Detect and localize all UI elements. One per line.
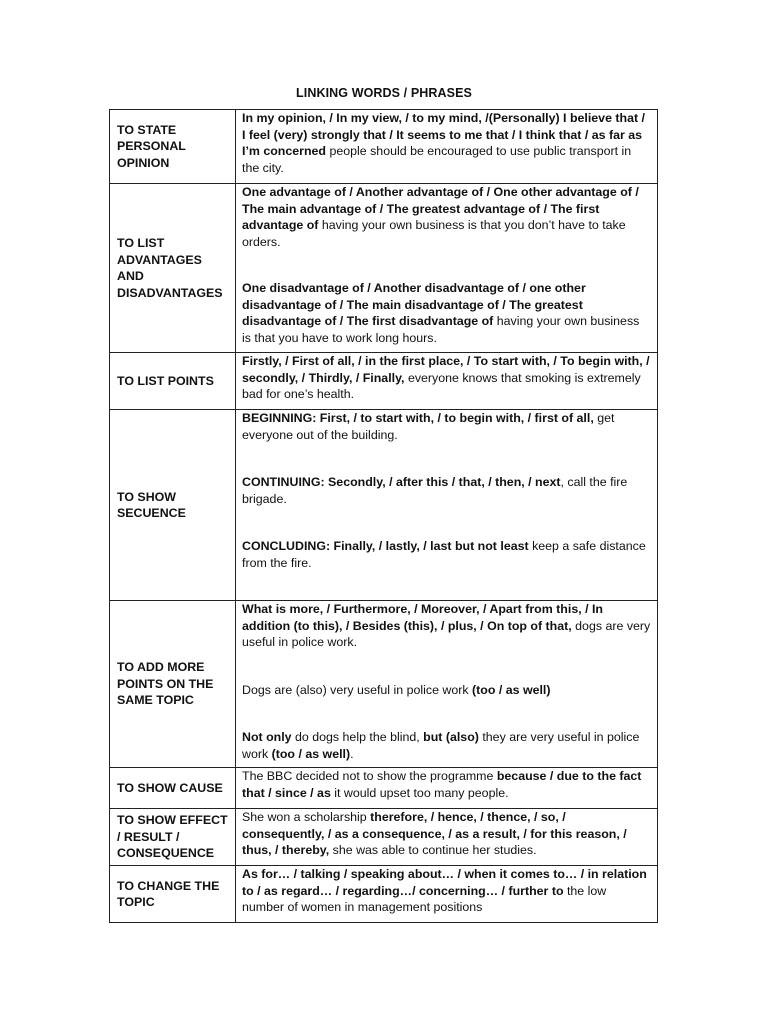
linking-phrase: Firstly, / First of all, / in the first place, / To start with, / To begin with, / secondly, / Thirdly, / Finally,	[242, 354, 650, 385]
linking-phrase: CONTINUING: Secondly, / after this / that, / then, / next	[242, 475, 561, 489]
example-text: people should be encouraged to use public transport in the city.	[242, 144, 632, 175]
example-text: having your own business is that you have to work long hours.	[242, 314, 640, 345]
linking-phrase: Not only	[242, 730, 292, 744]
example-paragraph	[242, 538, 651, 571]
example-paragraph	[242, 410, 651, 443]
example-text: get everyone out of the building.	[242, 411, 615, 442]
linking-phrase: In my opinion, / In my view, / to my mind, /(Personally) I believe that / I feel (very) strongly that / It seems to me that / I think that / as far as I’m concerned	[242, 111, 646, 158]
table-row	[110, 809, 658, 866]
example-text: having your own business is that you don’t have to take orders.	[242, 218, 626, 249]
category-cell	[110, 184, 236, 353]
example-cell	[236, 410, 658, 601]
category-label: TO LIST POINTS	[117, 373, 214, 388]
category-cell	[110, 410, 236, 601]
linking-phrase: What is more, / Furthermore, / Moreover, / Apart from this, / In addition (to this), / Besides (this), / plus, / On top of that,	[242, 602, 603, 633]
category-label: TO CHANGE THE TOPIC	[117, 878, 220, 909]
example-cell	[236, 353, 658, 410]
example-paragraph	[242, 474, 651, 507]
example-cell	[236, 601, 658, 768]
example-paragraph	[242, 809, 651, 859]
example-paragraph	[242, 768, 651, 801]
example-cell	[236, 110, 658, 184]
linking-words-table	[109, 109, 658, 923]
linking-phrase: CONCLUDING: Finally, / lastly, / last but not least	[242, 539, 529, 553]
paragraph-gap	[242, 250, 651, 280]
example-cell	[236, 866, 658, 923]
example-paragraph	[242, 280, 651, 346]
linking-phrase: One advantage of / Another advantage of / One other advantage of / The main advantage of / The greatest advantage of / The first advantage of	[242, 185, 639, 232]
category-cell	[110, 601, 236, 768]
example-paragraph	[242, 353, 651, 403]
example-paragraph	[242, 110, 651, 176]
paragraph-gap	[242, 651, 651, 682]
table-row	[110, 768, 658, 809]
example-text: .	[350, 746, 354, 761]
category-label: TO SHOW EFFECT / RESULT / CONSEQUENCE	[117, 813, 228, 861]
category-cell	[110, 353, 236, 410]
example-paragraph	[242, 184, 651, 250]
example-text: everyone knows that smoking is extremely bad for one’s health.	[242, 370, 641, 401]
page-title: LINKING WORDS / PHRASES	[296, 86, 472, 100]
category-label: TO ADD MORE POINTS ON THE SAME TOPIC	[117, 660, 214, 708]
category-cell	[110, 866, 236, 923]
example-paragraph	[242, 682, 651, 699]
example-text: dogs are very useful in police work.	[242, 618, 651, 649]
paragraph-gap	[242, 443, 651, 474]
category-label: TO SHOW SECUENCE	[117, 489, 186, 520]
linking-phrase: but (also)	[423, 730, 479, 744]
category-cell	[110, 110, 236, 184]
example-text: The BBC decided not to show the programme	[242, 769, 497, 783]
linking-phrase: As for… / talking / speaking about… / when it comes to… / in relation to / as regard… / regarding…/ concerning… / further to	[242, 867, 647, 898]
category-label: TO SHOW CAUSE	[117, 780, 223, 795]
category-label: TO LIST ADVANTAGES AND DISADVANTAGES	[117, 236, 223, 300]
example-paragraph	[242, 729, 651, 762]
example-text: keep a safe distance from the fire.	[242, 539, 646, 570]
example-text: , call the fire brigade.	[242, 475, 628, 506]
table-row	[110, 110, 658, 184]
example-text: she was able to continue her studies.	[329, 843, 537, 857]
linking-phrase: (too / as well)	[472, 682, 551, 697]
linking-phrase: One disadvantage of / Another disadvantage of / one other disadvantage of / The main disadvantage of / The greatest disadvantage of / The first disadvantage of	[242, 281, 586, 328]
category-cell	[110, 768, 236, 809]
example-text: they are very useful in police work	[242, 730, 640, 761]
table-row	[110, 601, 658, 768]
example-cell	[236, 809, 658, 866]
linking-phrase: therefore, / hence, / thence, / so, / consequently, / as a consequence, / as a result, / for this reason, / thus, / thereby,	[242, 810, 627, 857]
linking-phrase: because / due to the fact that / since / as	[242, 769, 642, 800]
category-label: TO STATE PERSONAL OPINION	[117, 122, 186, 170]
paragraph-gap	[242, 698, 651, 729]
example-paragraph	[242, 601, 651, 651]
table-row	[110, 866, 658, 923]
table-row	[110, 410, 658, 601]
table-row	[110, 184, 658, 353]
linking-phrase: (too / as well)	[271, 746, 351, 761]
example-cell	[236, 184, 658, 353]
example-text: do dogs help the blind,	[291, 730, 424, 744]
example-text: She won a scholarship	[242, 810, 371, 824]
category-cell	[110, 809, 236, 866]
paragraph-gap	[242, 507, 651, 538]
linking-phrase: BEGINNING: First, / to start with, / to begin with, / first of all,	[242, 411, 594, 425]
table-row	[110, 353, 658, 410]
example-cell	[236, 768, 658, 809]
example-text: it would upset too many people.	[330, 785, 509, 800]
example-paragraph	[242, 866, 651, 916]
example-text: the low number of women in management positions	[242, 883, 607, 914]
example-text: Dogs are (also) very useful in police work	[242, 682, 473, 697]
